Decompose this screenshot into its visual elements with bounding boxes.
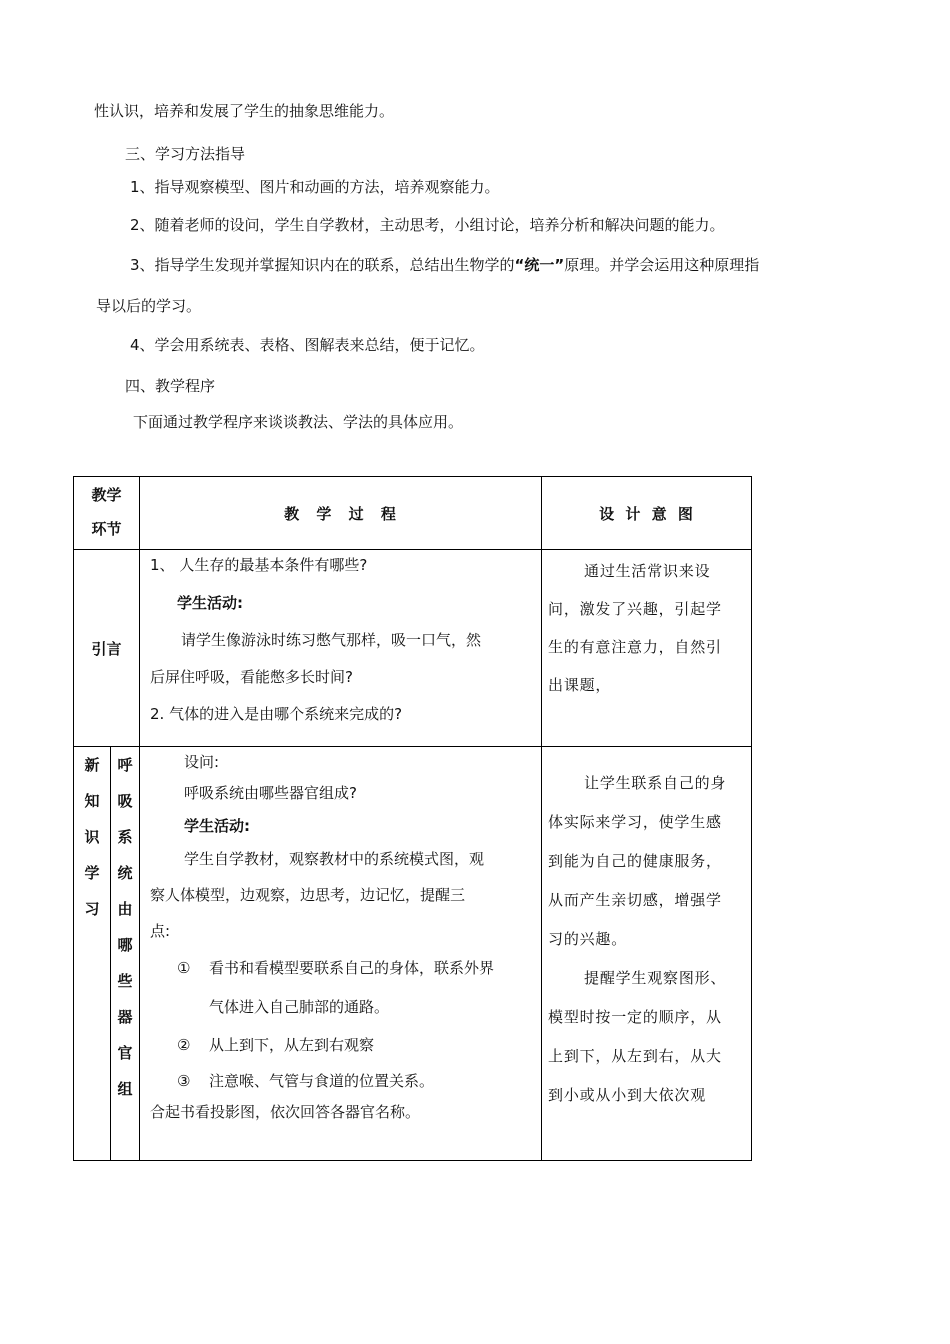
stage-char: 识 — [84, 828, 100, 846]
activity-label: 学生活动: — [184, 817, 251, 835]
method-item-3-text: 3、指导学生发现并掌握知识内在的联系，总结出生物学的 — [130, 256, 515, 274]
ask-question: 呼吸系统由哪些器官组成? — [184, 784, 357, 802]
method-item-3-cont: 导以后的学习。 — [96, 297, 202, 315]
point-3 — [148, 1063, 531, 1099]
header-stage — [74, 477, 140, 550]
table-header-row — [74, 477, 752, 550]
sub-topic-char: 些 — [117, 972, 133, 990]
closing-line: 合起书看投影图，依次回答各器官名称。 — [150, 1103, 421, 1121]
stage-char: 知 — [84, 792, 100, 810]
intent-line: 问，激发了兴趣，引起学 — [548, 600, 722, 618]
intent-cell — [542, 747, 752, 1161]
stage-intro: 引言 — [74, 550, 140, 747]
intent-line: 模型时按一定的顺序，从 — [548, 1008, 722, 1026]
intent-line: 出课题， — [548, 676, 612, 694]
intent-cell — [542, 550, 752, 747]
table-row — [74, 550, 752, 747]
process-cell — [140, 550, 542, 747]
activity-line: 点: — [150, 922, 171, 940]
intent-line: 习的兴趣。 — [548, 930, 628, 948]
method-item-4: 4、学会用系统表、表格、图解表来总结，便于记忆。 — [130, 336, 485, 354]
question-1: 1、 人生存的最基本条件有哪些? — [150, 556, 368, 574]
header-intent: 设 计 意 图 — [542, 477, 752, 550]
header-process: 教 学 过 程 — [140, 477, 542, 550]
process-cell — [140, 747, 542, 1161]
number-1-icon: ① — [177, 959, 191, 977]
lesson-table — [73, 476, 752, 1161]
sub-topic-char: 吸 — [117, 792, 133, 810]
intent-line: 到小或从小到大依次观 — [548, 1086, 707, 1104]
section-heading-3: 三、学习方法指导 — [125, 145, 246, 163]
header-stage-line1: 教学 — [91, 486, 122, 504]
intent-line: 上到下，从左到右，从大 — [548, 1047, 722, 1065]
intent-line: 提醒学生观察图形、 — [584, 969, 727, 987]
point-text: 从上到下，从左到右观察 — [209, 1036, 375, 1054]
intent-line: 让学生联系自己的身 — [584, 774, 727, 792]
sub-topic-char: 统 — [117, 864, 133, 882]
activity-line: 请学生像游泳时练习憋气那样，吸一口气，然 — [181, 631, 482, 649]
sub-topic-char: 组 — [117, 1080, 133, 1098]
stage-char: 学 — [84, 864, 100, 882]
question-2: 2. 气体的进入是由哪个系统来完成的? — [150, 705, 403, 723]
activity-line: 学生自学教材，观察教材中的系统模式图，观 — [184, 850, 485, 868]
sub-topic-char: 官 — [117, 1044, 133, 1062]
point-1-cont: 气体进入自己肺部的通路。 — [209, 998, 390, 1016]
number-2-icon: ② — [177, 1036, 191, 1054]
method-item-1: 1、指导观察模型、图片和动画的方法，培养观察能力。 — [130, 178, 500, 196]
point-text: 注意喉、气管与食道的位置关系。 — [209, 1072, 435, 1090]
method-item-3 — [130, 254, 759, 275]
ask-label: 设问: — [184, 753, 220, 771]
intent-line: 生的有意注意力，自然引 — [548, 638, 722, 656]
point-text: 看书和看模型要联系自己的身体，联系外界 — [209, 959, 495, 977]
method-item-3-emphasis: “统一” — [514, 256, 565, 274]
intent-line: 到能为自己的健康服务， — [548, 852, 722, 870]
sub-topic — [111, 747, 140, 1161]
number-3-icon: ③ — [177, 1072, 191, 1090]
sub-topic-char: 由 — [117, 900, 133, 918]
sub-topic-char: 哪 — [117, 936, 133, 954]
stage-char: 习 — [84, 900, 100, 918]
method-item-3-text-cont: 原理。并学会运用这种原理指 — [564, 256, 760, 274]
point-1 — [148, 949, 531, 987]
sub-topic-char: 呼 — [117, 756, 133, 774]
point-2 — [148, 1027, 531, 1063]
activity-line: 后屏住呼吸，看能憋多长时间? — [150, 668, 353, 686]
sub-topic-char: 系 — [117, 828, 133, 846]
intent-line: 通过生活常识来设 — [584, 562, 711, 580]
header-stage-line2: 环节 — [91, 520, 122, 538]
intent-line: 从而产生亲切感，增强学 — [548, 891, 722, 909]
stage-new-knowledge — [74, 747, 111, 1161]
section-heading-4: 四、教学程序 — [125, 377, 216, 395]
intent-line: 体实际来学习，使学生感 — [548, 813, 722, 831]
stage-char: 新 — [84, 756, 100, 774]
activity-label: 学生活动: — [177, 594, 244, 612]
paragraph-line: 性认识，培养和发展了学生的抽象思维能力。 — [94, 102, 395, 120]
method-item-2: 2、随着老师的设问，学生自学教材，主动思考，小组讨论，培养分析和解决问题的能力。 — [130, 216, 725, 234]
activity-line: 察人体模型，边观察，边思考，边记忆，提醒三 — [150, 886, 466, 904]
table-row — [74, 747, 752, 1161]
sub-topic-char: 器 — [117, 1008, 133, 1026]
paragraph-line: 下面通过教学程序来谈谈教法、学法的具体应用。 — [133, 413, 464, 431]
